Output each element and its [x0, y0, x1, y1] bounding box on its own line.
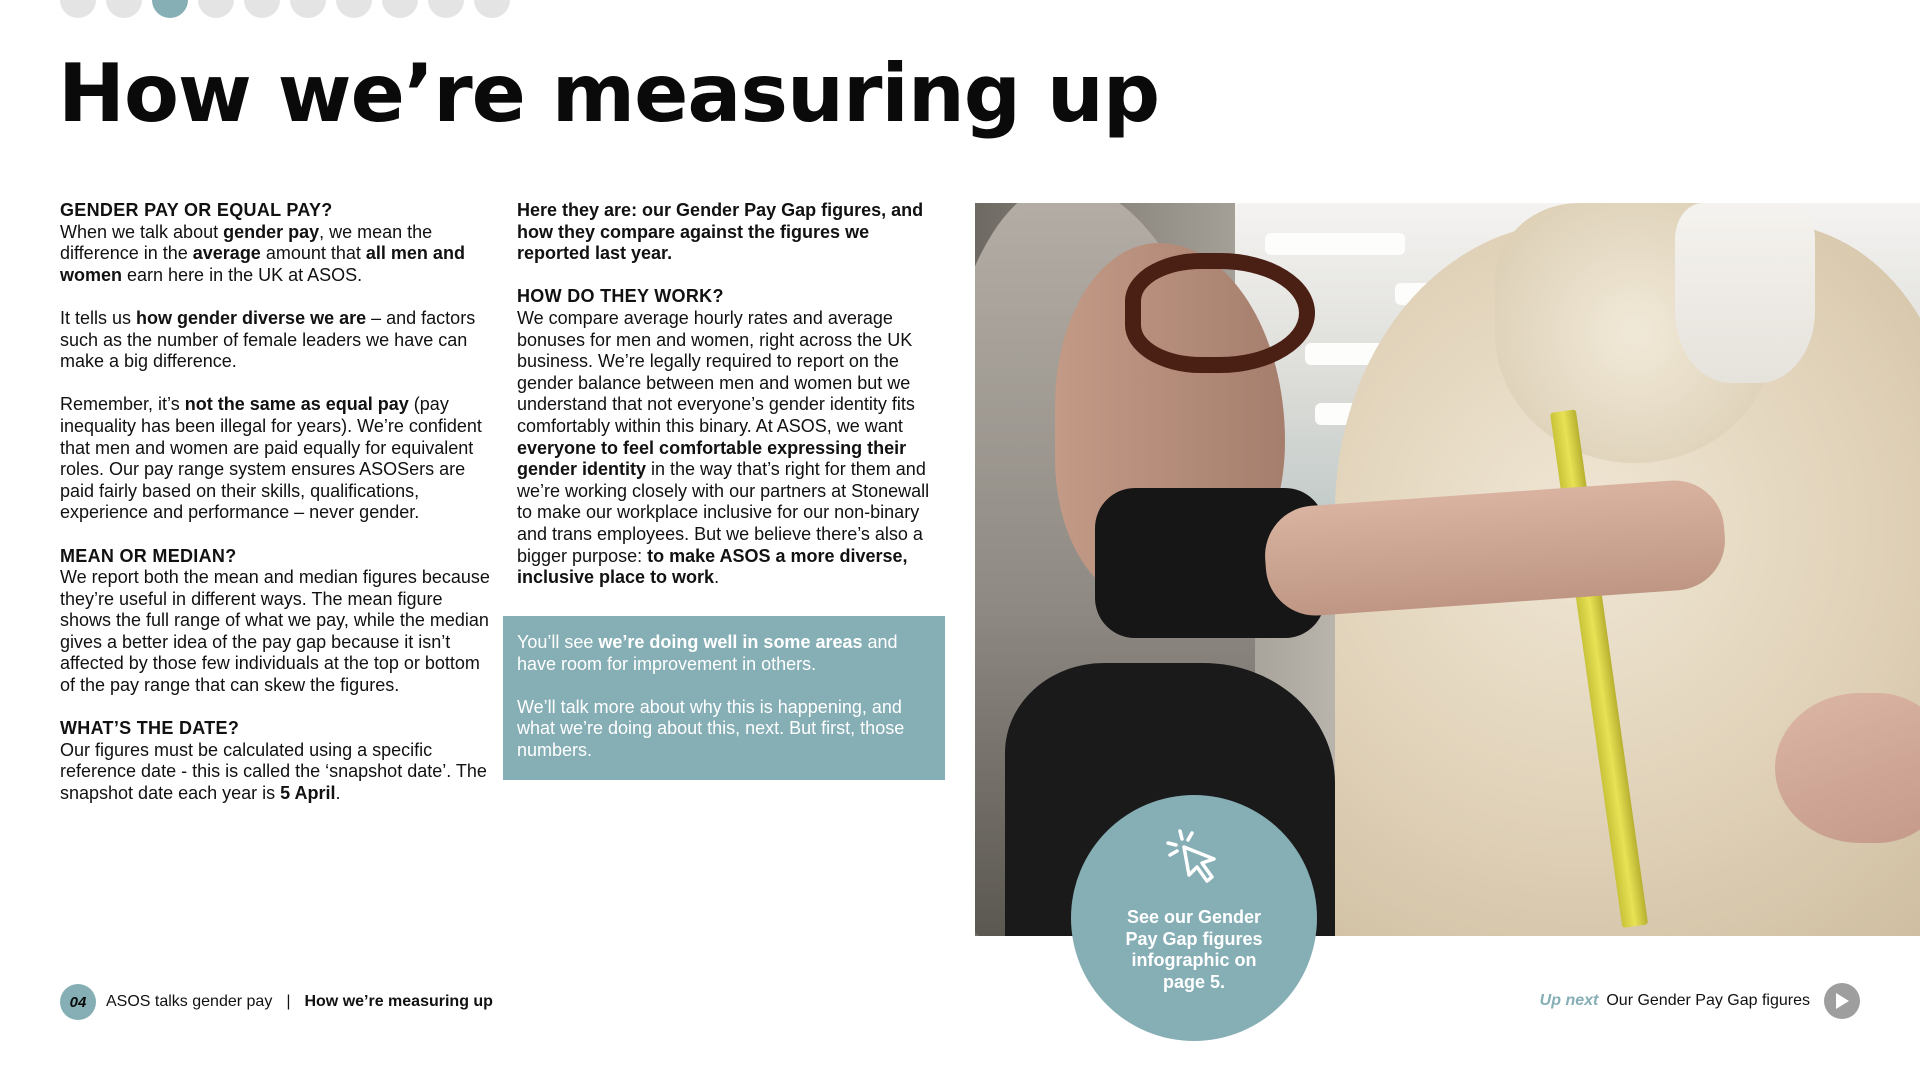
how-they-work-paragraph: We compare average hourly rates and average bonuses for men and women, right across the UK business. We’re legally required to report on the gender balance between men and women but we understand that not everyone’s gender identity fits comfortably within this binary. At ASOS, we want everyone to feel comfortable expressing their gender identity in the way that’s right for them and we’re working closely with our partners at Stonewall to make our workplace inclusive for our non-binary and trans employees. But we believe there’s also a bigger purpose: to make ASOS a more diverse, inclusive place to work. [517, 307, 930, 588]
page-dots [60, 0, 510, 18]
glasses [1125, 253, 1315, 373]
doc-title: ASOS talks gender pay [106, 993, 273, 1010]
middle-text-column [517, 200, 947, 610]
snapshot-date-paragraph: Our figures must be calculated using a specific reference date - this is called the ‘snapshot date’. The snapshot date each year is 5 April. [60, 739, 487, 804]
ceiling-light [1265, 233, 1405, 255]
play-arrow-icon [1834, 992, 1850, 1010]
page-dot[interactable] [60, 0, 96, 18]
mean-median-paragraph: We report both the mean and median figures because they’re useful in different ways. The mean figure shows the full range of what we pay, while the median gives a better idea of the pay gap because it isn’t affected by those few individuals at the top or bottom of the pay range that can skew the figures. [60, 567, 490, 696]
page-title: How we’re measuring up [58, 47, 1160, 140]
click-cursor-icon [1162, 825, 1226, 889]
section-title: How we’re measuring up [304, 993, 493, 1010]
infographic-link-text: See our Gender Pay Gap figures infographic on page 5. [1125, 907, 1263, 992]
page-dot[interactable] [106, 0, 142, 18]
page-dot[interactable] [428, 0, 464, 18]
page-dot[interactable] [244, 0, 280, 18]
callout-box [503, 616, 945, 780]
breadcrumb-separator: | [286, 993, 291, 1010]
callout-paragraph: You’ll see we’re doing well in some areas and have room for improvement in others. [517, 632, 898, 674]
page-dot-active[interactable] [152, 0, 188, 18]
mannequin [1675, 203, 1815, 383]
intro-paragraph: Here they are: our Gender Pay Gap figures, and how they compare against the figures we reported last year. [517, 200, 924, 264]
page-dot[interactable] [474, 0, 510, 18]
page-number-badge: 04 [60, 984, 96, 1020]
left-text-column [60, 200, 490, 826]
page-dot[interactable] [198, 0, 234, 18]
callout-paragraph: We’ll talk more about why this is happening, and what we’re doing about this, next. But first, those numbers. [517, 696, 905, 760]
up-next-title: Our Gender Pay Gap figures [1606, 992, 1810, 1009]
gender-pay-paragraph: When we talk about gender pay, we mean the difference in the average amount that all men and women earn here in the UK at ASOS. [60, 221, 465, 285]
up-next-label: Up next [1539, 992, 1599, 1009]
up-next-link[interactable] [1540, 983, 1860, 1019]
gender-diverse-paragraph: It tells us how gender diverse we are – and factors such as the number of female leaders we have can make a big difference. [60, 307, 476, 372]
gender-pay-heading: GENDER PAY OR EQUAL PAY? [60, 200, 333, 220]
equal-pay-paragraph: Remember, it’s not the same as equal pay (pay inequality has been illegal for years). We’re confident that men and women are paid equally for equivalent roles. Our pay range system ensures ASOSers are paid fairly based on their skills, qualifications, experience and performance – never gender. [60, 394, 482, 523]
how-they-work-heading: HOW DO THEY WORK? [517, 286, 724, 307]
footer-breadcrumb [60, 984, 493, 1020]
infographic-link-button[interactable] [1071, 795, 1317, 1041]
page-dot[interactable] [336, 0, 372, 18]
mean-median-heading: MEAN OR MEDIAN? [60, 545, 237, 566]
page-dot[interactable] [290, 0, 326, 18]
next-page-button[interactable] [1824, 983, 1860, 1019]
snapshot-date-heading: WHAT’S THE DATE? [60, 718, 240, 739]
page-dot[interactable] [382, 0, 418, 18]
